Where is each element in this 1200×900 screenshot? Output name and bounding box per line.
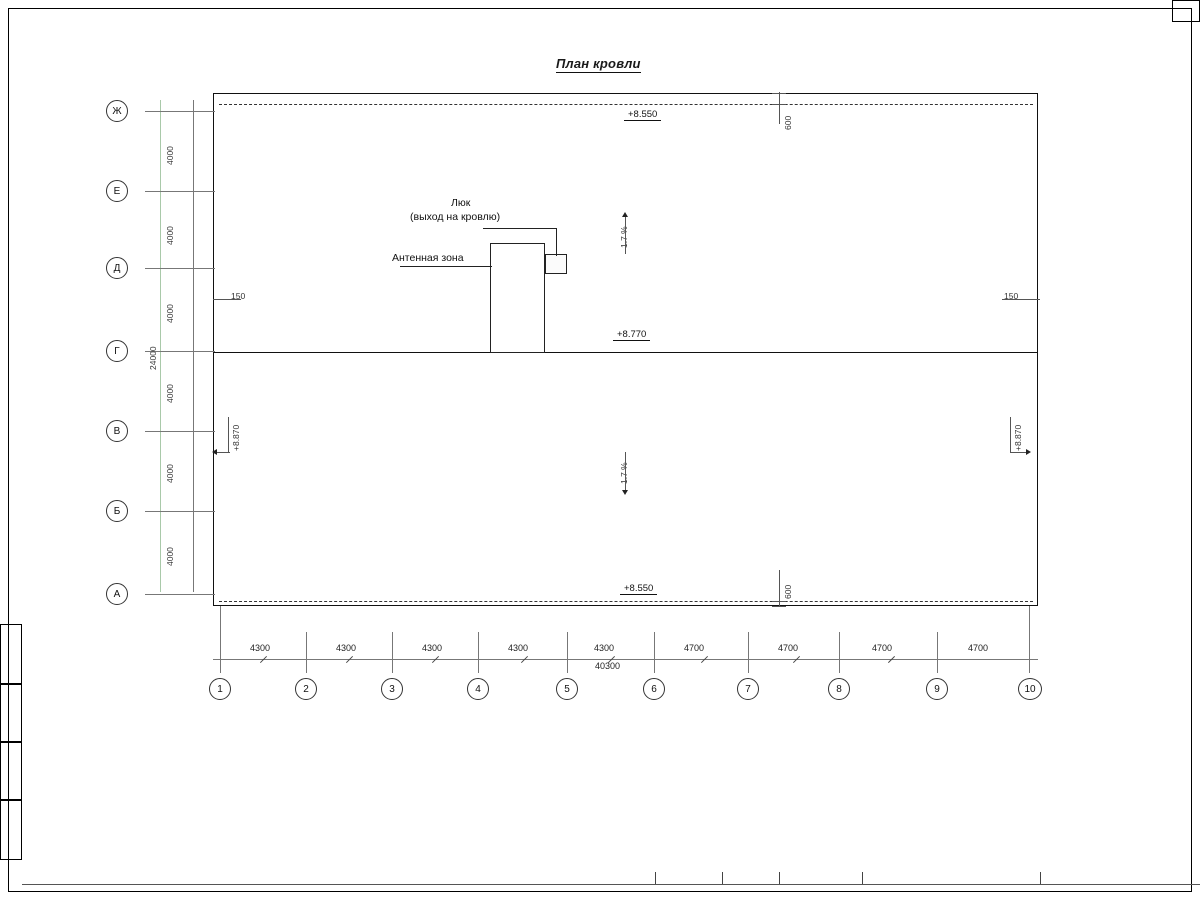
axis-line-Ж — [145, 111, 215, 112]
elevation-left-edge: +8.870 — [231, 424, 241, 451]
antenna-zone-shape — [490, 243, 545, 353]
vertical-dim-5: 4000 — [165, 464, 175, 483]
axis-bubble-4[interactable] — [106, 340, 128, 362]
horizontal-dim-6: 4700 — [684, 643, 705, 653]
elevation-left-arrow — [212, 449, 217, 455]
axis-bubble-label: 9 — [934, 683, 940, 695]
axis-bubble-5[interactable] — [106, 420, 128, 442]
horizontal-dim-chain — [213, 659, 1038, 660]
axis-bubble-label: Г — [114, 345, 120, 357]
bottom-tick-e — [1040, 872, 1041, 884]
elevation-right-edge: +8.870 — [1013, 424, 1023, 451]
elevation-top-eave: +8.550 — [624, 108, 661, 121]
horizontal-dim-3: 4300 — [422, 643, 443, 653]
overhang-bottom-tick-a — [772, 601, 786, 602]
overhang-right-value: 150 — [1004, 291, 1019, 301]
horizontal-dim-total: 40300 — [595, 661, 621, 671]
vertical-axis-extension-line — [193, 100, 194, 592]
drawing-title: План кровли — [556, 56, 641, 71]
vertical-dim-total: 24000 — [148, 346, 158, 370]
bottom-tick-b — [722, 872, 723, 884]
grid-line-3 — [392, 632, 393, 673]
vertical-dim-2: 4000 — [165, 226, 175, 245]
horizontal-dim-7: 4700 — [778, 643, 799, 653]
axis-bubble-label: 6 — [651, 683, 657, 695]
overhang-bottom-value: 600 — [783, 584, 793, 599]
axis-line-Е — [145, 191, 215, 192]
slope-upper-label: 1.7 % — [619, 226, 629, 248]
overhang-left-value: 150 — [231, 291, 246, 301]
hatch-label-line2: (выход на кровлю) — [410, 211, 501, 223]
vertical-dim-4: 4000 — [165, 384, 175, 403]
slope-lower-line — [625, 452, 626, 490]
title-block-stub-4 — [0, 800, 22, 860]
axis-line-А — [145, 594, 215, 595]
vertical-dim-chain — [160, 100, 161, 592]
axis-bubble-col-8[interactable] — [828, 678, 850, 700]
overhang-left-line — [213, 299, 241, 300]
grid-line-4 — [478, 632, 479, 673]
hatch-label-line1: Люк — [451, 197, 471, 209]
bottom-tick-a — [655, 872, 656, 884]
title-block-stub-2 — [0, 684, 22, 742]
axis-bubble-label: 3 — [389, 683, 395, 695]
grid-line-7 — [748, 632, 749, 673]
overhang-top-line — [779, 92, 780, 124]
grid-line-2 — [306, 632, 307, 673]
antenna-leader-line — [400, 266, 492, 267]
axis-bubble-col-10[interactable] — [1018, 678, 1042, 700]
vertical-dim-1: 4000 — [165, 146, 175, 165]
axis-bubble-col-5[interactable] — [556, 678, 578, 700]
sheet-corner-notch — [1172, 0, 1200, 22]
overhang-top-value: 600 — [783, 115, 793, 130]
hatch-leader-drop — [556, 228, 557, 256]
vertical-dim-6: 4000 — [165, 547, 175, 566]
elevation-left-edge-rule — [228, 417, 229, 452]
horizontal-dim-8: 4700 — [872, 643, 893, 653]
eave-dashed-top — [219, 104, 1033, 105]
axis-bubble-col-4[interactable] — [467, 678, 489, 700]
grid-line-1 — [220, 606, 221, 673]
elevation-bottom-eave: +8.550 — [620, 582, 657, 595]
bottom-tick-c — [779, 872, 780, 884]
elevation-right-arrow — [1026, 449, 1031, 455]
sheet-bottom-rule — [22, 884, 1200, 885]
horizontal-dim-9: 4700 — [968, 643, 989, 653]
axis-bubble-label: Ж — [112, 105, 122, 117]
axis-bubble-label: 4 — [475, 683, 481, 695]
roof-hatch-shape — [545, 254, 567, 274]
axis-bubble-2[interactable] — [106, 180, 128, 202]
horizontal-dim-2: 4300 — [336, 643, 357, 653]
axis-bubble-label: Б — [113, 505, 121, 517]
axis-bubble-label: Д — [113, 262, 121, 274]
slope-upper-line — [625, 216, 626, 254]
axis-bubble-label: Е — [113, 185, 121, 197]
overhang-top-tick-b — [772, 104, 786, 105]
antenna-zone-label: Антенная зона — [392, 252, 464, 264]
axis-line-Д — [145, 268, 215, 269]
axis-bubble-col-9[interactable] — [926, 678, 948, 700]
axis-bubble-3[interactable] — [106, 257, 128, 279]
eave-dashed-bottom — [219, 601, 1033, 602]
elevation-ridge: +8.770 — [613, 328, 650, 341]
slope-lower-label: 1.7 % — [619, 462, 629, 484]
overhang-right-line — [1002, 299, 1040, 300]
grid-line-9 — [937, 632, 938, 673]
title-block-stub-1 — [0, 624, 22, 684]
axis-bubble-col-2[interactable] — [295, 678, 317, 700]
axis-bubble-7[interactable] — [106, 583, 128, 605]
vertical-dim-3: 4000 — [165, 304, 175, 323]
horizontal-dim-5: 4300 — [594, 643, 615, 653]
overhang-bottom-tick-b — [772, 606, 786, 607]
axis-bubble-1[interactable] — [106, 100, 128, 122]
axis-line-В — [145, 431, 215, 432]
bottom-tick-d — [862, 872, 863, 884]
axis-bubble-label: 2 — [303, 683, 309, 695]
grid-line-10 — [1029, 606, 1030, 673]
title-block-stub-3 — [0, 742, 22, 800]
axis-bubble-label: 8 — [836, 683, 842, 695]
slope-upper-arrow — [622, 212, 628, 217]
slope-lower-arrow — [622, 490, 628, 495]
axis-bubble-label: 1 — [217, 683, 223, 695]
axis-bubble-label: В — [113, 425, 121, 437]
axis-bubble-label: 10 — [1024, 683, 1036, 695]
overhang-top-tick-a — [772, 93, 786, 94]
axis-bubble-col-1[interactable] — [209, 678, 231, 700]
horizontal-dim-1: 4300 — [250, 643, 271, 653]
axis-bubble-col-3[interactable] — [381, 678, 403, 700]
axis-line-Б — [145, 511, 215, 512]
axis-bubble-col-6[interactable] — [643, 678, 665, 700]
elevation-right-edge-rule — [1010, 417, 1011, 452]
axis-bubble-col-7[interactable] — [737, 678, 759, 700]
grid-line-5 — [567, 632, 568, 673]
grid-line-8 — [839, 632, 840, 673]
horizontal-dim-4: 4300 — [508, 643, 529, 653]
axis-bubble-label: А — [113, 588, 121, 600]
axis-bubble-label: 7 — [745, 683, 751, 695]
axis-bubble-label: 5 — [564, 683, 570, 695]
grid-line-6 — [654, 632, 655, 673]
hatch-leader-line — [483, 228, 557, 229]
axis-bubble-6[interactable] — [106, 500, 128, 522]
roof-outline — [213, 93, 1038, 606]
roof-ridge-line — [213, 352, 1038, 353]
